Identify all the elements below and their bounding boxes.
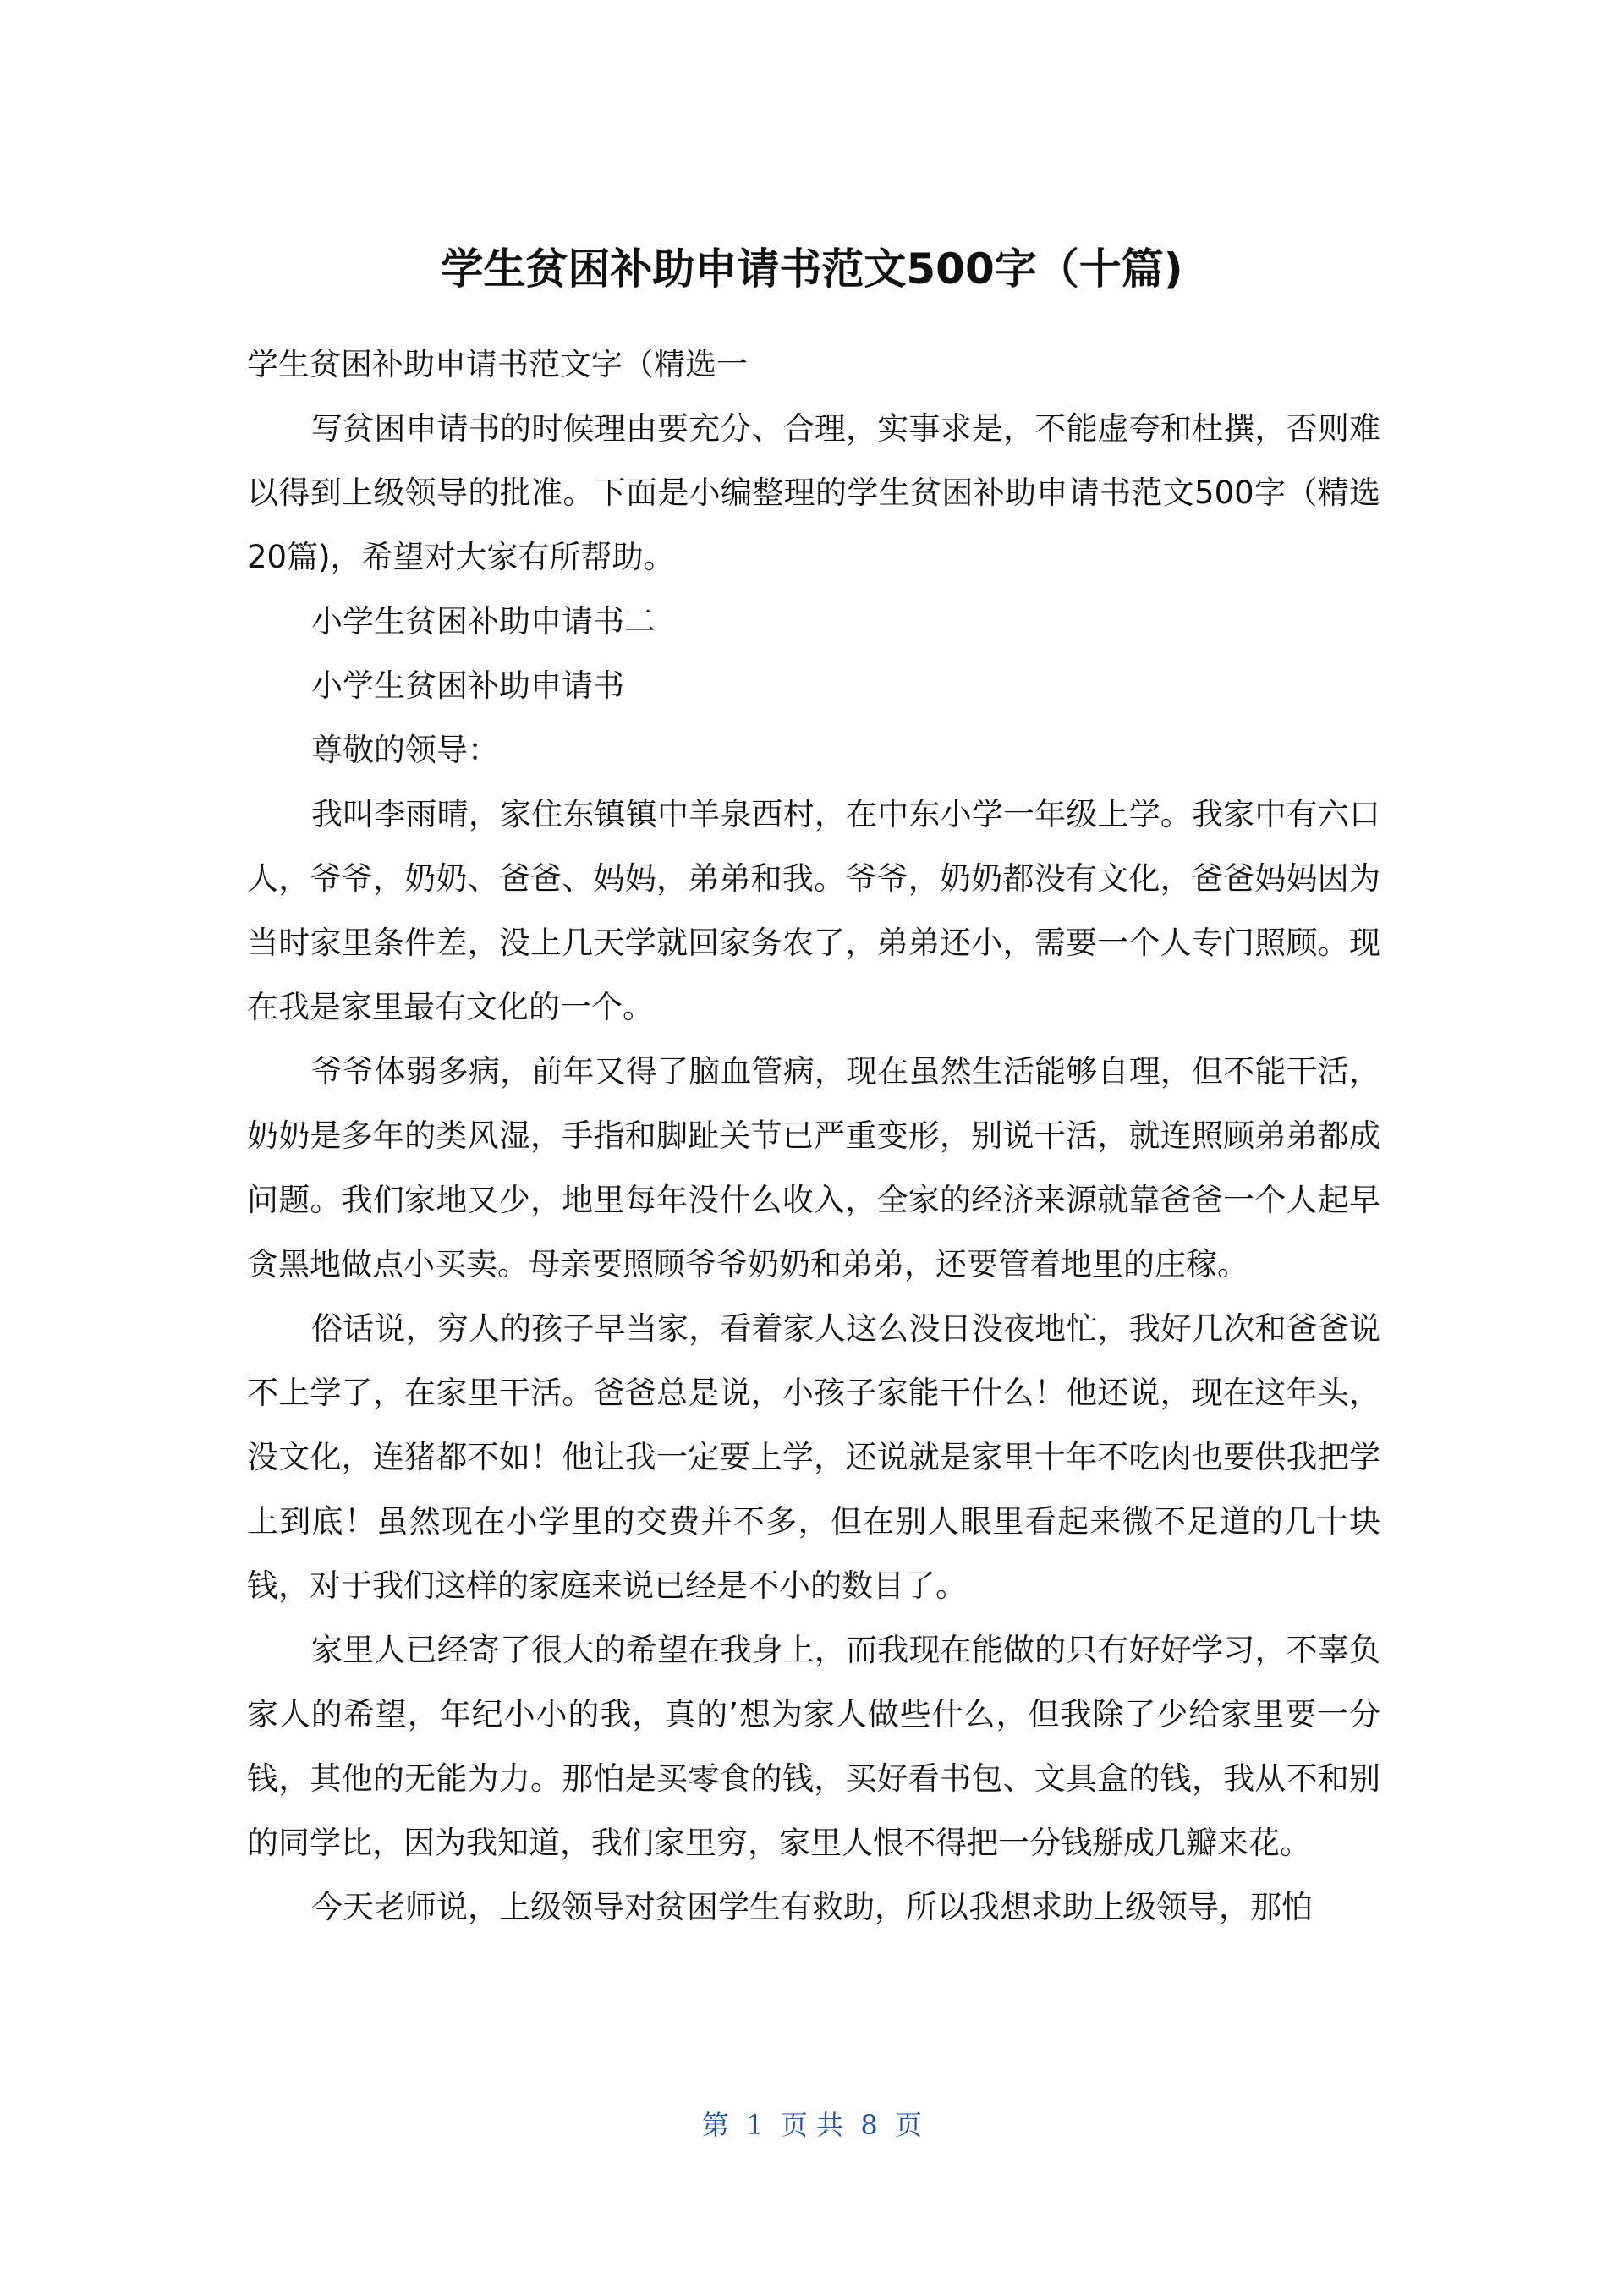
document-title: 学生贫困补助申请书范文500字（十篇) [441,244,1183,294]
body-paragraph: 今天老师说，上级领导对贫困学生有救助，所以我想求助上级领导，那怕 [311,1889,1313,1925]
salutation: 尊敬的领导： [311,732,499,768]
body-paragraph: 我叫李雨晴，家住东镇镇中羊泉西村，在中东小学一年级上学。我家中有六口人，爷爷，奶奶、爸爸、妈妈，弟弟和我。爷爷，奶奶都没有文化，爸爸妈妈因为当时家里条件差，没上几天学就回家务农了，弟弟还小，需要一个人专门照顾。现在我是家里最有文化的一个。 [247,796,1380,1025]
body-paragraph: 俗话说，穷人的孩子早当家，看着家人这么没日没夜地忙，我好几次和爸爸说不上学了，在家里干活。爸爸总是说，小孩子家能干什么！他还说，现在这年头，没文化，连猪都不如！他让我一定要上学，还说就是家里十年不吃肉也要供我把学上到底！虽然现在小学里的交费并不多，但在别人眼里看起来微不足道的几十块钱，对于我们这样的家庭来说已经是不小的数目了。 [247,1310,1380,1604]
body-paragraph: 家里人已经寄了很大的希望在我身上，而我现在能做的只有好好学习，不辜负家人的希望，年纪小小的我，真的’想为家人做些什么，但我除了少给家里要一分钱，其他的无能为力。那怕是买零食的钱，买好看书包、文具盒的钱，我从不和别的同学比，因为我知道，我们家里穷，家里人恨不得把一分钱掰成几瓣来花。 [247,1632,1380,1861]
body-paragraph: 学生贫困补助申请书范文字（精选一 [247,346,748,382]
body-paragraph: 小学生贫困补助申请书 [311,667,624,704]
body-paragraph: 爷爷体弱多病，前年又得了脑血管病，现在虽然生活能够自理，但不能干活，奶奶是多年的类风湿，手指和脚趾关节已严重变形，别说干活，就连照顾弟弟都成问题。我们家地又少，地里每年没什么收入，全家的经济来源就靠爸爸一个人起早贪黑地做点小买卖。母亲要照顾爷爷奶奶和弟弟，还要管着地里的庄稼。 [247,1053,1380,1282]
body-paragraph: 写贫困申请书的时候理由要充分、合理，实事求是，不能虚夸和杜撰，否则难以得到上级领导的批准。下面是小编整理的学生贫困补助申请书范文500字（精选20篇)，希望对大家有所帮助。 [247,410,1380,575]
page-number-footer: 第 1 页 共 8 页 [701,2109,923,2141]
document-body [247,332,1380,1940]
body-paragraph: 小学生贫困补助申请书二 [311,603,656,640]
